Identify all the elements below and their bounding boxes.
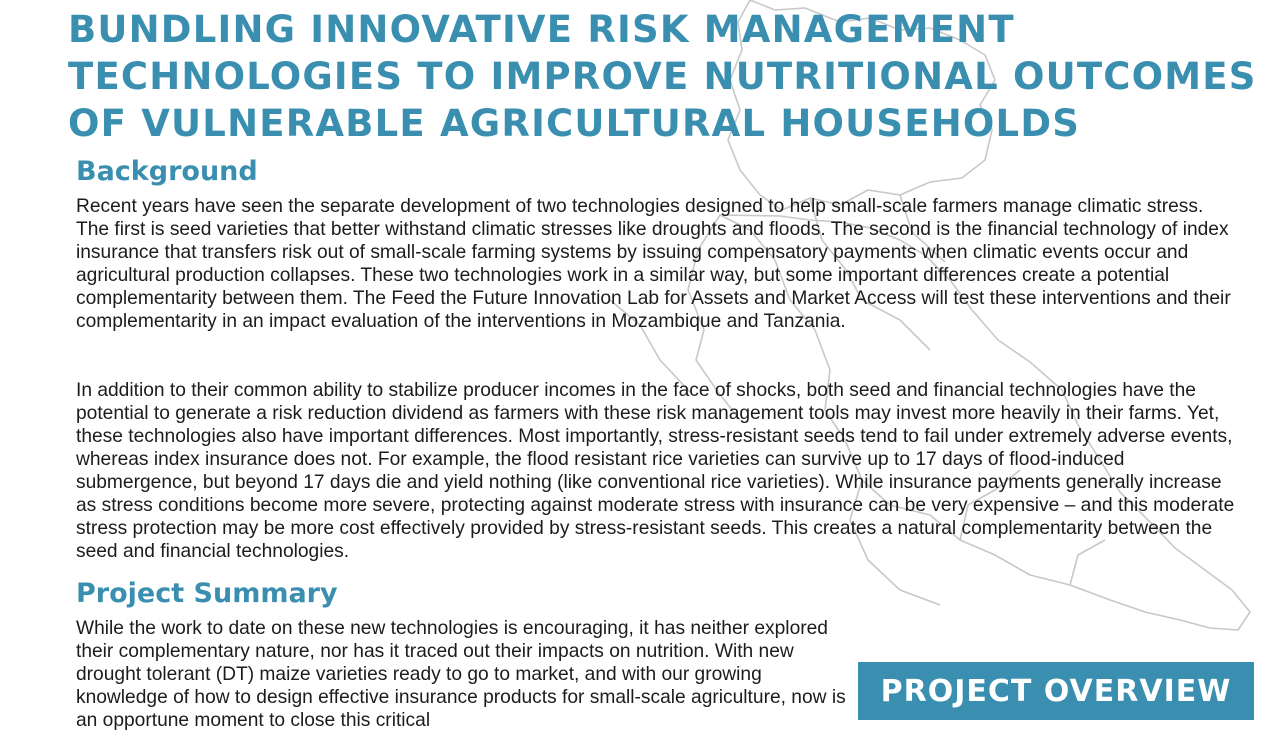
title-line-3: OF VULNERABLE AGRICULTURAL HOUSEHOLDS — [68, 102, 1081, 145]
project-summary-paragraph: While the work to date on these new technologies is encouraging, it has neither explored their complementary nature, nor has it traced out their impacts on nutrition. With new drought tolerant (DT) maize varieties ready to go to market, and with our growing knowledge of how to design effective insurance products for small-scale agriculture, now is an opportune moment to close this critical — [76, 618, 846, 731]
project-summary-heading: Project Summary — [76, 578, 338, 609]
project-overview-banner — [858, 662, 1254, 720]
background-heading: Background — [76, 156, 258, 187]
title-line-1: BUNDLING INNOVATIVE RISK MANAGEMENT — [68, 8, 1015, 51]
background-paragraph-1: Recent years have seen the separate development of two technologies designed to help small-scale farmers manage climatic stress. The first is seed varieties that better withstand climatic stresses like droughts and floods. The second is the financial technology of index insurance that transfers risk out of small-scale farming systems by issuing compensatory payments when climatic events occur and agricultural production collapses. These two technologies work in a similar way, but some important differences create a potential complementarity between them. The Feed the Future Innovation Lab for Assets and Market Access will test these interventions and their complementarity in an impact evaluation of the interventions in Mozambique and Tanzania. — [76, 196, 1231, 332]
title-line-2: TECHNOLOGIES TO IMPROVE NUTRITIONAL OUTCOMES — [68, 55, 1257, 98]
background-paragraph-2: In addition to their common ability to stabilize producer incomes in the face of shocks, both seed and financial technologies have the potential to generate a risk reduction dividend as farmers with these risk management tools may invest more heavily in their farms. Yet, these technologies also have important differences. Most importantly, stress-resistant seeds tend to fail under extremely adverse events, whereas index insurance does not. For example, the flood resistant rice varieties can survive up to 17 days of flood-induced submergence, but beyond 17 days die and yield nothing (like conventional rice varieties). While insurance payments generally increase as stress conditions become more severe, protecting against moderate stress with insurance can be very expensive – and this moderate stress protection may be more cost effectively provided by stress-resistant seeds. This creates a natural complementarity between the seed and financial technologies. — [76, 380, 1235, 562]
page-title — [68, 6, 1257, 147]
project-overview-label: PROJECT OVERVIEW — [880, 673, 1232, 709]
